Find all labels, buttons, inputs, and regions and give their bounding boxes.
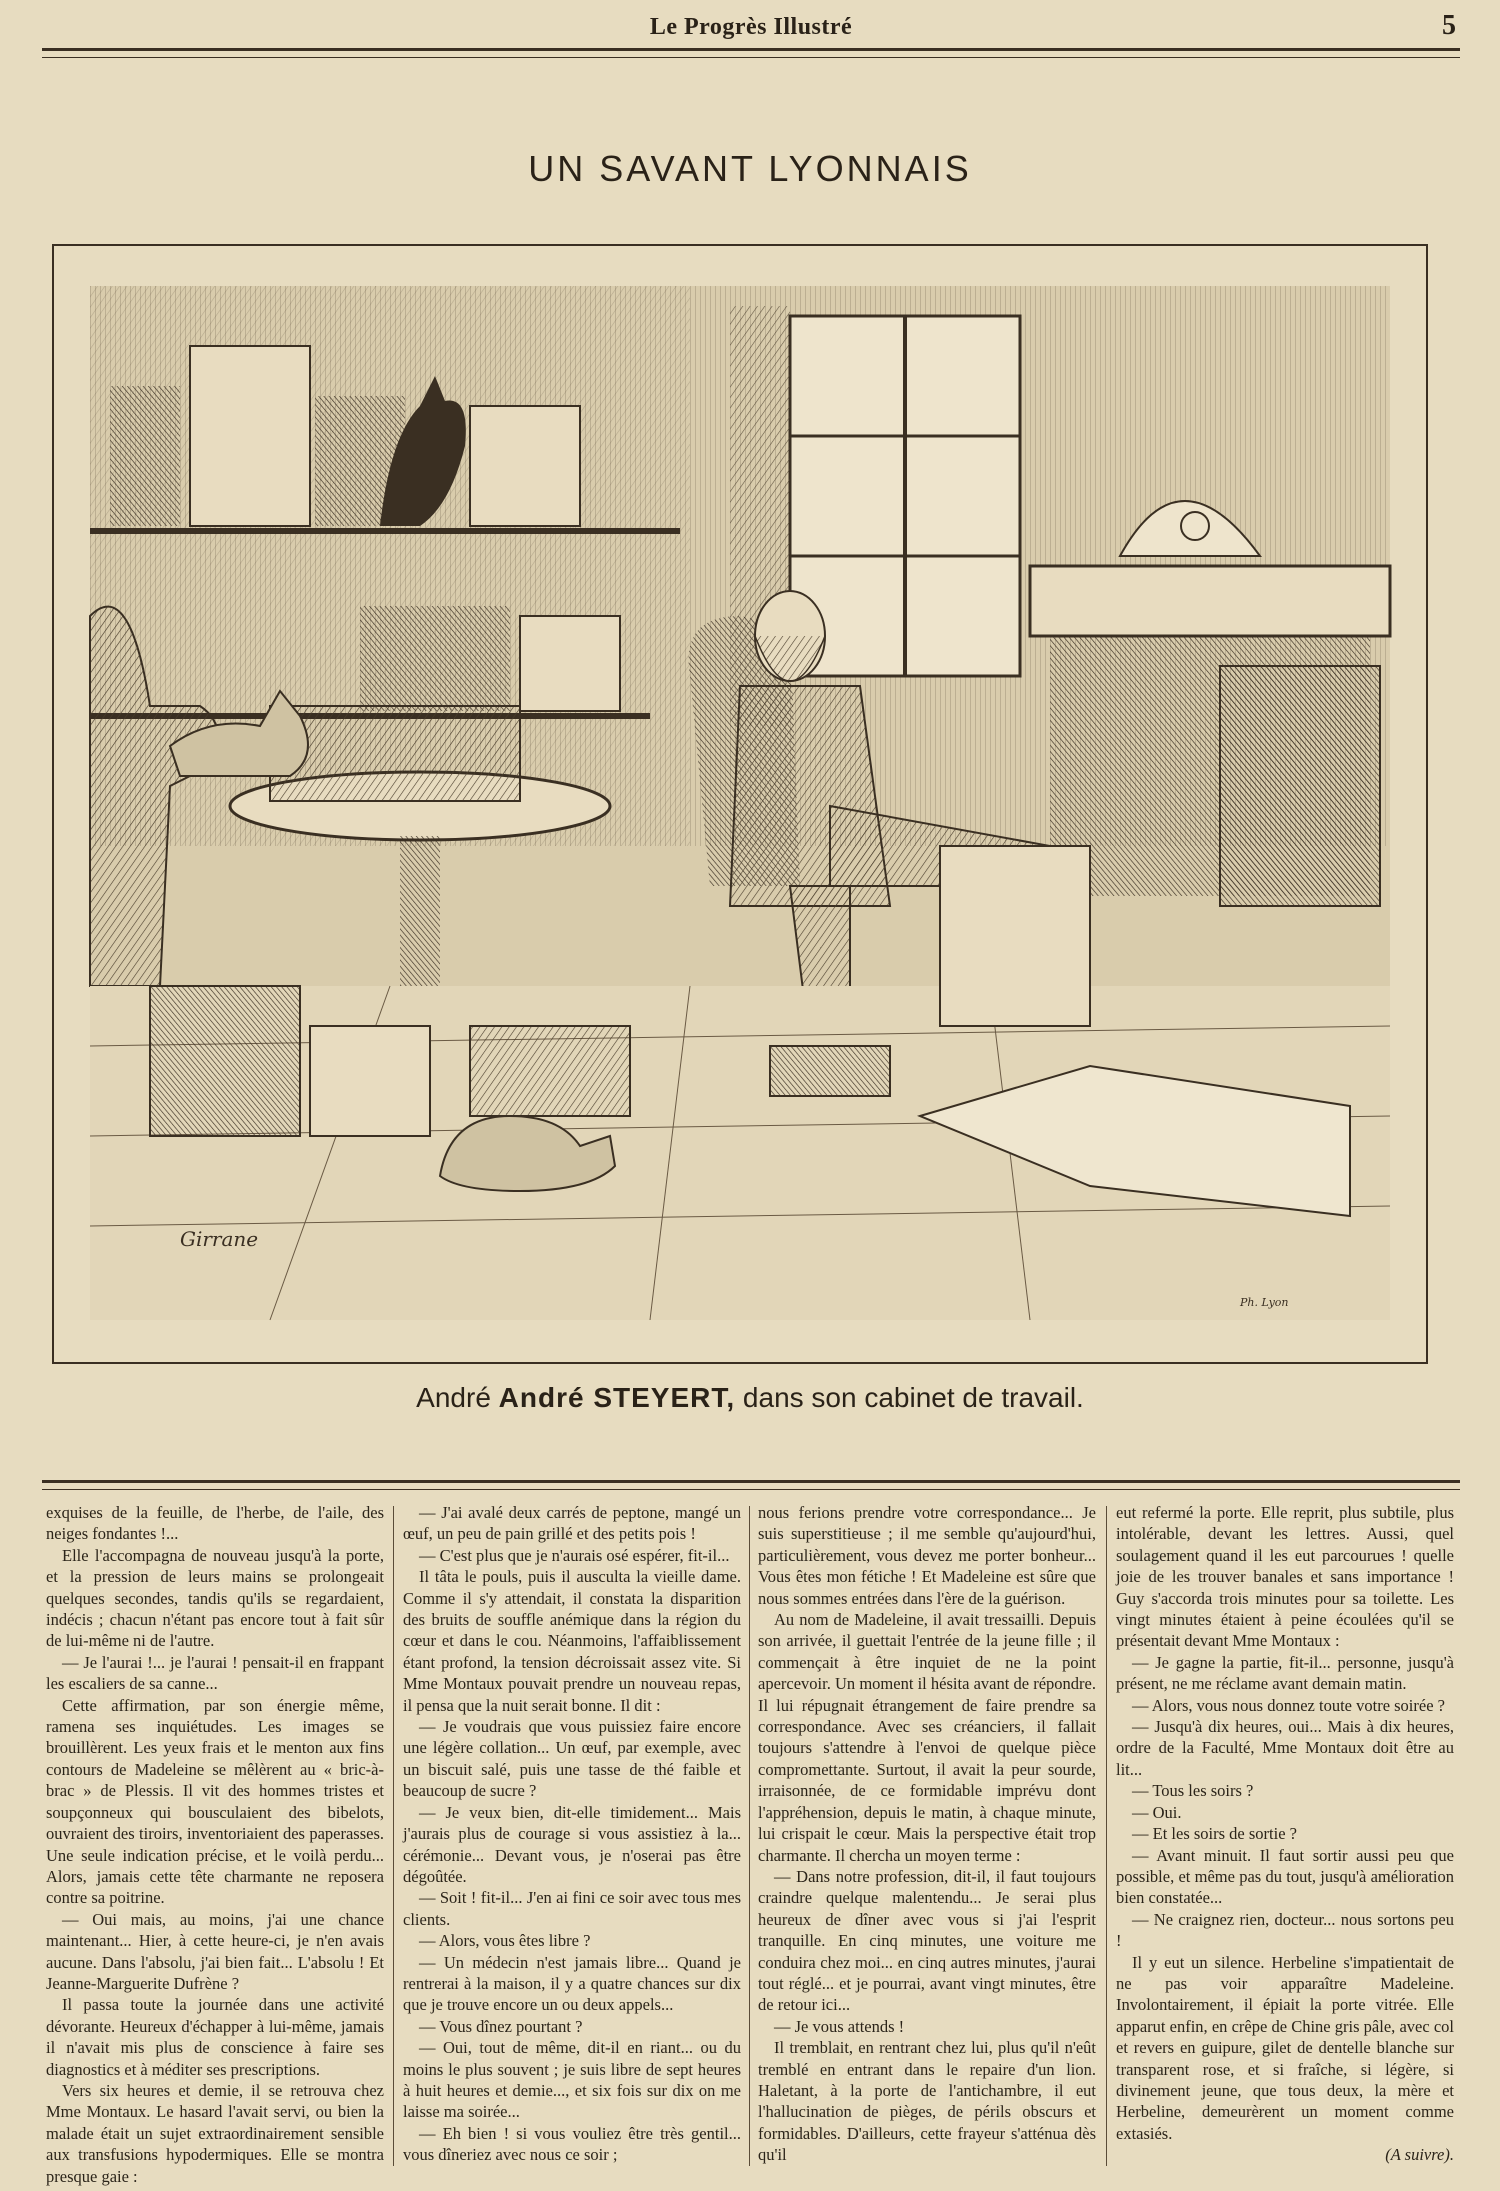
text-column-2 (403, 1502, 741, 2168)
column-divider (749, 1506, 750, 2166)
engraving-illustration (90, 286, 1390, 1320)
paragraph: — Tous les soirs ? (1132, 1781, 1254, 1801)
paragraph: — Je voudrais que vous puissiez faire encore une légère collation... Un œuf, par exemple, avec un biscuit salé, puis une tasse de thé faible et beaucoup de sucre ? (403, 1717, 741, 1801)
chest (940, 846, 1090, 1026)
article-title: UN SAVANT LYONNAIS (528, 148, 972, 189)
paragraph: Il tremblait, en rentrant chez lui, plus qu'il n'eût tremblé en entrant dans le repaire d'un lion. Haletant, à la porte de l'antichambre, il eut l'hallucination de pièges, de périls obscurs et formidables. D'ailleurs, cette frayeur s'atténua dès qu'il (758, 2038, 1096, 2165)
paragraph: — Je gagne la partie, fit-il... personne, jusqu'à présent, ne me réclame avant demain matin. (1116, 1652, 1454, 1694)
study-scene-drawing (90, 286, 1390, 1320)
paragraph: — Oui, tout de même, dit-il en riant... ou du moins le plus souvent ; je suis libre de sept heures à huit heures et demie..., et six fois sur dix on me laisse ma soirée... (403, 2038, 741, 2122)
text-section-rule (42, 1480, 1460, 1490)
article-text (46, 1502, 1456, 2186)
books-pile-left (150, 986, 300, 1136)
engraver-mark: Ph. Lyon (1240, 1296, 1289, 1309)
caption-name: André STEYERT, (498, 1382, 736, 1413)
to-be-continued: (A suivre). (1385, 2145, 1454, 2165)
paragraph: exquises de la feuille, de l'herbe, de l'aile, des neiges fondantes !... (46, 1503, 384, 1544)
caption-prefix: André (416, 1382, 499, 1413)
paragraph: — Avant minuit. Il faut sortir aussi peu que possible, et même pas du tout, jusqu'à amélioration bien constatée... (1116, 1845, 1454, 1908)
paragraph: nous ferions prendre votre correspondance... Je suis superstitieuse ; il me semble qu'aujourd'hui, particulièrement, vous devez me porter bonheur... Vous êtes mon fétiche ! Et Madeleine est sûre que nous sommes entrées dans l'ère de la guérison. (758, 1503, 1096, 1608)
paragraph: — Alors, vous êtes libre ? (419, 1931, 591, 1951)
paragraph: Il y eut un silence. Herbeline s'impatientait de ne pas voir apparaître Madeleine. Involontairement, il épiait la porte vitrée. Elle apparut enfin, en crêpe de Chine gris pâle, avec col et revers en guipure, gilet de dentelle blanche sur transparent rose, et si fraîche, si légère, si divinement jeune, que tous deux, la mère et Herbeline, demeurèrent un moment comme extasiés. (1116, 1952, 1454, 2143)
text-column-1 (46, 1502, 384, 2186)
paragraph: — Eh bien ! si vous vouliez être très gentil... vous dîneriez avec nous ce soir ; (403, 2123, 741, 2165)
column-divider (1106, 1506, 1107, 2166)
paragraph: — Dans notre profession, dit-il, il faut toujours craindre quelque malentendu... Je serai plus heureux de dîner avec vous si j'ai l'esprit tranquille. En cinq minutes, une voiture me conduira chez moi... en cinq autres minutes, j'aurai tout réglé... et je pourrai, avant vingt minutes, être de retour ici... (758, 1866, 1096, 2015)
paragraph: Il passa toute la journée dans une activité dévorante. Heureux d'échapper à lui-même, jamais il n'avait mis plus de conscience à faire ses diagnostics et à méditer ses prescriptions. (46, 1995, 384, 2079)
paragraph: — Je l'aurai !... je l'aurai ! pensait-il en frappant les escaliers de sa canne... (46, 1652, 384, 1694)
text-column-4 (1116, 1502, 1454, 2168)
paragraph: — Oui mais, au moins, j'ai une chance maintenant... Hier, à cette heure-ci, je n'en avais aucune. Dans l'absolu, j'ai bien fait... L'absolu ! Et Jeanne-Marguerite Dufrène ? (46, 1909, 384, 1993)
paragraph: Il tâta le pouls, puis il ausculta la vieille dame. Comme il s'y attendait, il constata la disparition des bruits de souffle anémique dans la région du cœur et dans le cou. Néanmoins, l'affaiblissement étant profond, la tension décroissait assez vite. Si Mme Montaux pouvait prendre un nouveau repas, il pensa que la nuit serait bonne. Il dit : (403, 1567, 741, 1715)
illustration-caption (0, 1382, 1500, 1414)
paragraph: — Un médecin n'est jamais libre... Quand je rentrerai à la maison, il y a quatre chances sur dix que je trouve encore un ou deux appels... (403, 1952, 741, 2015)
column-divider (393, 1506, 394, 2166)
paragraph: — Jusqu'à dix heures, oui... Mais à dix heures, ordre de la Faculté, Mme Montaux doit être au lit... (1116, 1717, 1454, 1779)
paragraph: — Ne craignez rien, docteur... nous sortons peu ! (1116, 1909, 1454, 1951)
header-rule (42, 48, 1460, 58)
paragraph: Vers six heures et demie, il se retrouva chez Mme Montaux. Le hasard l'avait servi, ou bien la malade était un sujet extraordinairement sensible aux transfusions hypodermiques. Elle se montra presque gaie : (46, 2080, 384, 2186)
paragraph: — J'ai avalé deux carrés de peptone, mangé un œuf, un peu de pain grillé et des petits pois ! (403, 1503, 741, 1544)
artist-signature: Girrane (180, 1227, 259, 1251)
journal-title: Le Progrès Illustré (649, 13, 853, 40)
page-header (42, 10, 1460, 44)
paragraph: — Vous dînez pourtant ? (419, 2016, 583, 2036)
caption-rest: dans son cabinet de travail. (735, 1382, 1084, 1413)
paragraph: — Soit ! fit-il... J'en ai fini ce soir avec tous mes clients. (403, 1888, 741, 1929)
paragraph: — Alors, vous nous donnez toute votre soirée ? (1132, 1695, 1445, 1715)
paragraph: — Je veux bien, dit-elle timidement... Mais j'aurais plus de courage si vous assistiez à la... cérémonie... Devant vous, je n'oserai pas être dégoûtée. (403, 1802, 741, 1886)
paragraph: Cette affirmation, par son énergie même, ramena ses inquiétudes. Les images se brouillèrent. Les yeux frais et le menton aux fins contours de Madeleine se mêlèrent au « bric-à-brac » de Plessis. Il vit des hommes tristes et soupçonneux qui bousculaient des bibelots, ouvraient des tiroirs, inventoriaient des paperasses. Une seule indication précise, et le voilà perdu... Alors, jamais cette tête charmante ne reposera contre sa poitrine. (46, 1695, 384, 1908)
paragraph: Au nom de Madeleine, il avait tressailli. Depuis son arrivée, il guettait l'entrée de la jeune fille ; il commençait à être inquiet de ne la point apercevoir. Un moment il hésita avant de répondre. Il lui répugnait étrangement de faire prendre sa correspondance. Avec ses créanciers, il fallait toujours s'attendre à l'envoi de quelque pièce compromettante. Surtout, il avait la peur sourde, irraisonnée, de ce formidable imprévu dont l'appréhension, depuis le matin, à chaque minute, lui crispait le cœur. Mais la perspective était trop charmante. Il chercha un moyen terme : (758, 1610, 1096, 1865)
paragraph: — Je vous attends ! (774, 2016, 905, 2036)
paragraph: Elle l'accompagna de nouveau jusqu'à la porte, et la pression de leurs mains se prolongeait quelques secondes, tandis qu'ils se regardaient, indécis ; chacun n'étant pas encore tout à fait sûr de lui-même ni de l'autre. (46, 1545, 384, 1651)
paragraph: — C'est plus que je n'aurais osé espérer, fit-il... (419, 1545, 730, 1565)
paragraph: eut refermé la porte. Elle reprit, plus subtile, plus intolérable, devant les lettres. Aussi, quel soulagement quand il les eut parcourues ! quelle joie de les trouver banales et sans importance ! Guy s'accorda trois minutes pour sa toilette. Les vingt minutes étaient à peine écoulées qu'il se présentait devant Mme Montaux : (1116, 1503, 1454, 1651)
page-number: 5 (1442, 10, 1456, 41)
paragraph: — Oui. (1132, 1802, 1182, 1822)
paragraph: — Et les soirs de sortie ? (1132, 1824, 1297, 1844)
text-column-3 (758, 1502, 1096, 2168)
